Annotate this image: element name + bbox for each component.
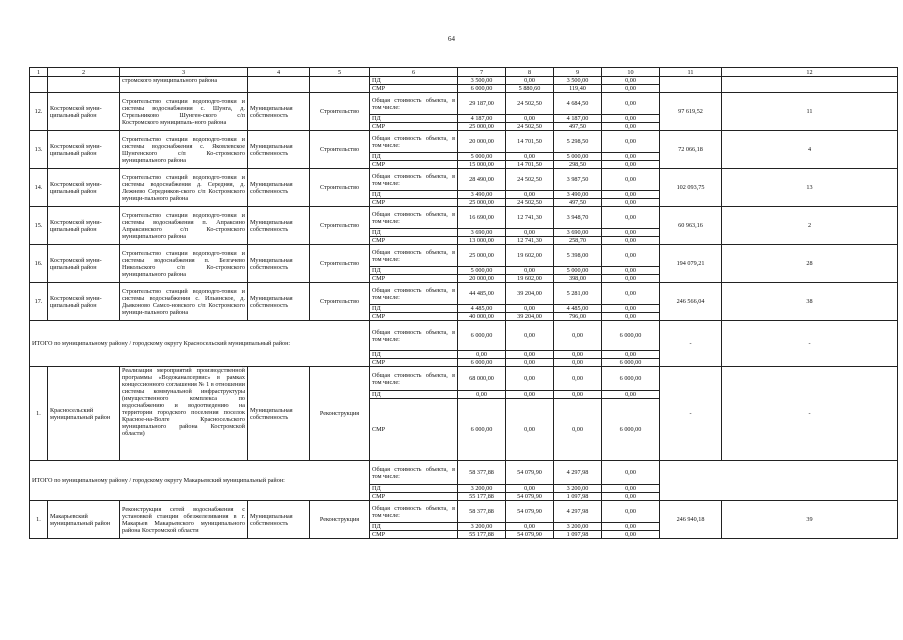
value-cell: 0,00 [602, 169, 660, 191]
itogo-label: ИТОГО по муниципальному району / городскому округу Макарьевский муниципальный район: [30, 461, 370, 501]
total-label: Общая стоимость объекта, в том числе: [370, 93, 458, 115]
pd-label: ПД [370, 229, 458, 237]
value-cell: 0,00 [506, 485, 554, 493]
row-number: 1. [30, 367, 48, 461]
type-cell: Строительство [310, 93, 370, 131]
row-number: 15. [30, 207, 48, 245]
value-cell: 5 000,00 [554, 153, 602, 161]
project-cell: Реализация мероприятий производственной программы «Водоканалсервис» в рамках концессионного соглашения № 1 в отношении системы коммунальной инфраструктуры (имущественного комплекса по водоснабжению и водоотведению на территории городского поселения поселок Красное-на-Волге Красносельского муниципального района Костромской области) [120, 367, 248, 461]
value-cell: 0,00 [506, 267, 554, 275]
value-cell: 0,00 [602, 283, 660, 305]
table-row [30, 131, 898, 153]
total-label: Общая стоимость объекта, в том числе: [370, 207, 458, 229]
col-header: 10 [602, 68, 660, 77]
col-header: 11 [660, 68, 722, 77]
value-cell: 6 000,00 [602, 321, 660, 351]
value-cell: 0,00 [602, 245, 660, 267]
value-cell: 0,00 [602, 153, 660, 161]
value-cell: 0,00 [602, 351, 660, 359]
value-cell: 19 602,00 [506, 245, 554, 267]
district-cell: Костромской муни-ципальный район [48, 131, 120, 169]
value-cell: 6 000,00 [602, 399, 660, 461]
cell [722, 77, 898, 93]
value-cell: 0,00 [506, 359, 554, 367]
district-cell: Костромской муни-ципальный район [48, 245, 120, 283]
value-cell: 25 000,00 [458, 123, 506, 131]
itogo-label: ИТОГО по муниципальному району / городскому округу Красносельский муниципальный район: [30, 321, 370, 367]
pd-label: ПД [370, 115, 458, 123]
value-cell: 4 187,00 [458, 115, 506, 123]
value-cell: 5 281,00 [554, 283, 602, 305]
smr-label: СМР [370, 399, 458, 461]
value-cell: 25 000,00 [458, 199, 506, 207]
value-cell: 3 690,00 [458, 229, 506, 237]
value-cell: 5 398,00 [554, 245, 602, 267]
pd-label: ПД [370, 153, 458, 161]
value-cell: 0,00 [602, 85, 660, 93]
value-cell: 6 000,00 [602, 359, 660, 367]
total-label: Общая стоимость объекта, в том числе: [370, 501, 458, 523]
total-label: Общая стоимость объекта, в том числе: [370, 169, 458, 191]
pd-label: ПД [370, 77, 458, 85]
value-cell: 0,00 [602, 485, 660, 493]
smr-label: СМР [370, 85, 458, 93]
column-header-row [30, 68, 898, 77]
type-cell: Реконструкция [310, 367, 370, 461]
project-cell: Строительство станции водоподго-товки и системы водоснабжения с. Яковлевское Шунгенского с/п Ко-стромского муниципального района [120, 131, 248, 169]
district-cell: Красносельский муниципальный район [48, 367, 120, 461]
col12-cell: 39 [722, 501, 898, 539]
value-cell: 4 485,00 [554, 305, 602, 313]
col12-cell: - [722, 367, 898, 461]
value-cell: 28 490,00 [458, 169, 506, 191]
value-cell: 0,00 [602, 93, 660, 115]
value-cell: 19 602,00 [506, 275, 554, 283]
value-cell: 4 485,00 [458, 305, 506, 313]
value-cell: 1 097,98 [554, 493, 602, 501]
value-cell: 0,00 [602, 115, 660, 123]
cell [248, 77, 310, 93]
type-cell: Строительство [310, 169, 370, 207]
project-rows [30, 93, 898, 321]
type-cell: Строительство [310, 131, 370, 169]
row-number: 13. [30, 131, 48, 169]
value-cell: 497,50 [554, 199, 602, 207]
table-row [30, 93, 898, 115]
value-cell: 0,00 [554, 391, 602, 399]
project-cell: Строительство станций водоподго-товки и системы водоснабжения д. Середняя, д. Лежнево Середняков-ского с/п Костромского муници-пального района [120, 169, 248, 207]
value-cell: 5 880,60 [506, 85, 554, 93]
value-cell: 58 377,88 [458, 461, 506, 485]
value-cell: 20 000,00 [458, 131, 506, 153]
table-row [30, 501, 898, 523]
value-cell: 3 200,00 [458, 485, 506, 493]
value-cell: 0,00 [554, 321, 602, 351]
value-cell: 0,00 [602, 207, 660, 229]
col-header: 3 [120, 68, 248, 77]
col12-cell: 28 [722, 245, 898, 283]
value-cell: 29 187,00 [458, 93, 506, 115]
value-cell: 3 490,00 [458, 191, 506, 199]
col11-cell: 72 066,18 [660, 131, 722, 169]
col-header: 6 [370, 68, 458, 77]
value-cell: 24 502,50 [506, 123, 554, 131]
district-cell: Макарьевский муниципальный район [48, 501, 120, 539]
value-cell: 0,00 [602, 493, 660, 501]
total-label: Общая стоимость объекта, в том числе: [370, 245, 458, 267]
value-cell: 0,00 [602, 123, 660, 131]
col-header: 5 [310, 68, 370, 77]
col-header: 7 [458, 68, 506, 77]
value-cell: 0,00 [602, 523, 660, 531]
smr-label: СМР [370, 123, 458, 131]
value-cell: 0,00 [602, 275, 660, 283]
value-cell: 54 079,90 [506, 531, 554, 539]
cell [30, 77, 48, 93]
ownership-cell: Муниципальная собственность [248, 245, 310, 283]
col11-cell: 194 079,21 [660, 245, 722, 283]
value-cell: 3 500,00 [554, 77, 602, 85]
value-cell: 398,00 [554, 275, 602, 283]
project-cell: Строительство станции водоподго-товки и системы водоснабжения п. Апраксино Апраксинского с/п Ко-стромского муниципального района [120, 207, 248, 245]
type-cell: Строительство [310, 283, 370, 321]
value-cell: 0,00 [458, 351, 506, 359]
smr-label: СМР [370, 313, 458, 321]
value-cell: 0,00 [554, 351, 602, 359]
value-cell: 0,00 [602, 305, 660, 313]
value-cell: 119,40 [554, 85, 602, 93]
district-cell: Костромской муни-ципальный район [48, 207, 120, 245]
value-cell: 5 298,50 [554, 131, 602, 153]
value-cell: 6 000,00 [458, 321, 506, 351]
project-cell: Строительство станций водоподго-товки и системы водоснабжения с. Ильинское, д. Дьяконово Самсо-новского с/п Костромского муници-пального района [120, 283, 248, 321]
value-cell: 44 485,00 [458, 283, 506, 305]
investment-table [29, 67, 898, 539]
col12-cell: 38 [722, 283, 898, 321]
value-cell: 14 701,50 [506, 161, 554, 169]
smr-label: СМР [370, 359, 458, 367]
col-header: 4 [248, 68, 310, 77]
value-cell: 24 502,50 [506, 199, 554, 207]
value-cell: 39 204,00 [506, 283, 554, 305]
cell [48, 77, 120, 93]
value-cell: 0,00 [602, 501, 660, 523]
col-header: 12 [722, 68, 898, 77]
value-cell: 68 000,00 [458, 367, 506, 391]
value-cell: 39 204,00 [506, 313, 554, 321]
value-cell: 0,00 [602, 391, 660, 399]
value-cell: 0,00 [506, 305, 554, 313]
value-cell: 6 000,00 [458, 85, 506, 93]
pd-label: ПД [370, 485, 458, 493]
value-cell: 25 000,00 [458, 245, 506, 267]
value-cell: 0,00 [506, 367, 554, 391]
value-cell: 0,00 [554, 399, 602, 461]
smr-label: СМР [370, 531, 458, 539]
value-cell: 3 490,00 [554, 191, 602, 199]
value-cell: 0,00 [602, 313, 660, 321]
value-cell: 0,00 [602, 131, 660, 153]
value-cell: 0,00 [602, 531, 660, 539]
value-cell: 13 000,00 [458, 237, 506, 245]
col-header: 2 [48, 68, 120, 77]
value-cell: 3 200,00 [458, 523, 506, 531]
value-cell: 40 000,00 [458, 313, 506, 321]
smr-label: СМР [370, 237, 458, 245]
value-cell: 0,00 [506, 115, 554, 123]
pd-label: ПД [370, 523, 458, 531]
col12-cell: - [722, 321, 898, 367]
value-cell: 12 741,30 [506, 237, 554, 245]
district-cell: Костромской муни-ципальный район [48, 169, 120, 207]
value-cell: 298,50 [554, 161, 602, 169]
total-label: Общая стоимость объекта, в том числе: [370, 461, 458, 485]
value-cell: 15 000,00 [458, 161, 506, 169]
value-cell: 5 000,00 [458, 153, 506, 161]
value-cell: 0,00 [506, 321, 554, 351]
value-cell: 0,00 [602, 77, 660, 85]
value-cell: 497,50 [554, 123, 602, 131]
ownership-cell: Муниципальная собственность [248, 169, 310, 207]
col11-cell: - [660, 321, 722, 367]
type-cell: Строительство [310, 207, 370, 245]
total-label: Общая стоимость объекта, в том числе: [370, 321, 458, 351]
value-cell: 58 377,88 [458, 501, 506, 523]
cell [660, 461, 898, 501]
value-cell: 20 000,00 [458, 275, 506, 283]
value-cell: 0,00 [602, 229, 660, 237]
value-cell: 0,00 [602, 461, 660, 485]
value-cell: 4 297,98 [554, 461, 602, 485]
itogo-row [30, 321, 898, 351]
row-number: 16. [30, 245, 48, 283]
row-number: 14. [30, 169, 48, 207]
project-cell: Строительство станции водоподго-товки и системы водоснабжения п. Безгачево Никольского с/п Ко-стромского муниципального района [120, 245, 248, 283]
page-number: 64 [448, 35, 455, 43]
cell [660, 77, 722, 93]
value-cell: 3 200,00 [554, 485, 602, 493]
value-cell: 55 177,88 [458, 531, 506, 539]
value-cell: 0,00 [506, 351, 554, 359]
value-cell: 5 000,00 [458, 267, 506, 275]
value-cell: 0,00 [506, 523, 554, 531]
col11-cell: 246 940,18 [660, 501, 722, 539]
smr-label: СМР [370, 199, 458, 207]
value-cell: 6 000,00 [602, 367, 660, 391]
table-row [30, 245, 898, 267]
ownership-cell: Муниципальная собственность [248, 283, 310, 321]
value-cell: 55 177,88 [458, 493, 506, 501]
value-cell: 0,00 [602, 161, 660, 169]
value-cell: 4 297,98 [554, 501, 602, 523]
col11-cell: - [660, 367, 722, 461]
value-cell: 16 690,00 [458, 207, 506, 229]
col11-cell: 60 963,16 [660, 207, 722, 245]
value-cell: 3 948,70 [554, 207, 602, 229]
col11-cell: 102 093,75 [660, 169, 722, 207]
value-cell: 54 079,90 [506, 501, 554, 523]
total-label: Общая стоимость объекта, в том числе: [370, 367, 458, 391]
project-cell: Строительство станции водоподго-товки и системы водоснабжения с. Шунга, д. Стрельниково Шунген-ского с/п Костромского муниципаль-ного района [120, 93, 248, 131]
district-cell: Костромской муни-ципальный район [48, 93, 120, 131]
col-header: 1 [30, 68, 48, 77]
project-cell: Реконструкция сетей водоснабжения с установкой станции обезжелезивания в г. Макарьев Макарьевского муниципального района Костромской области [120, 501, 248, 539]
row-number: 12. [30, 93, 48, 131]
ownership-cell: Муниципальная собственность [248, 207, 310, 245]
pd-label: ПД [370, 351, 458, 359]
table-row [30, 367, 898, 391]
value-cell: 0,00 [602, 267, 660, 275]
value-cell: 0,00 [602, 199, 660, 207]
value-cell: 6 000,00 [458, 399, 506, 461]
value-cell: 796,00 [554, 313, 602, 321]
itogo-row [30, 461, 898, 485]
value-cell: 54 079,90 [506, 493, 554, 501]
district-cell: Костромской муни-ципальный район [48, 283, 120, 321]
value-cell: 24 502,50 [506, 169, 554, 191]
value-cell: 0,00 [554, 367, 602, 391]
value-cell: 5 000,00 [554, 267, 602, 275]
smr-label: СМР [370, 493, 458, 501]
value-cell: 0,00 [506, 399, 554, 461]
col-header: 9 [554, 68, 602, 77]
table-row [30, 169, 898, 191]
pd-label: ПД [370, 391, 458, 399]
row-number: 17. [30, 283, 48, 321]
value-cell: 3 500,00 [458, 77, 506, 85]
cell [310, 77, 370, 93]
row-number: 1. [30, 501, 48, 539]
total-label: Общая стоимость объекта, в том числе: [370, 131, 458, 153]
ownership-cell: Муниципальная собственность [248, 131, 310, 169]
value-cell: 0,00 [506, 229, 554, 237]
value-cell: 54 079,90 [506, 461, 554, 485]
value-cell: 3 690,00 [554, 229, 602, 237]
total-label: Общая стоимость объекта, в том числе: [370, 283, 458, 305]
table-row [30, 283, 898, 305]
value-cell: 3 987,50 [554, 169, 602, 191]
table-row [30, 207, 898, 229]
col11-cell: 246 566,04 [660, 283, 722, 321]
value-cell: 12 741,30 [506, 207, 554, 229]
value-cell: 3 200,00 [554, 523, 602, 531]
value-cell: 24 502,50 [506, 93, 554, 115]
col12-cell: 11 [722, 93, 898, 131]
value-cell: 258,70 [554, 237, 602, 245]
value-cell: 14 701,50 [506, 131, 554, 153]
smr-label: СМР [370, 161, 458, 169]
value-cell: 0,00 [506, 77, 554, 85]
ownership-cell: Муниципальная собственность [248, 501, 310, 539]
pd-label: ПД [370, 267, 458, 275]
pd-label: ПД [370, 191, 458, 199]
ownership-cell: Муниципальная собственность [248, 93, 310, 131]
type-cell: Реконструкция [310, 501, 370, 539]
value-cell: 4 187,00 [554, 115, 602, 123]
value-cell: 0,00 [602, 237, 660, 245]
col12-cell: 13 [722, 169, 898, 207]
value-cell: 0,00 [602, 191, 660, 199]
value-cell: 0,00 [506, 391, 554, 399]
value-cell: 1 097,98 [554, 531, 602, 539]
table-row [30, 77, 898, 85]
smr-label: СМР [370, 275, 458, 283]
col12-cell: 4 [722, 131, 898, 169]
pd-label: ПД [370, 305, 458, 313]
value-cell: 6 000,00 [458, 359, 506, 367]
ownership-cell: Муниципальная собственность [248, 367, 310, 461]
value-cell: 0,00 [506, 191, 554, 199]
value-cell: 0,00 [458, 391, 506, 399]
project-cell: стромского муниципального района [120, 77, 248, 93]
type-cell: Строительство [310, 245, 370, 283]
col-header: 8 [506, 68, 554, 77]
value-cell: 0,00 [506, 153, 554, 161]
col11-cell: 97 619,52 [660, 93, 722, 131]
value-cell: 4 684,50 [554, 93, 602, 115]
col12-cell: 2 [722, 207, 898, 245]
value-cell: 0,00 [554, 359, 602, 367]
